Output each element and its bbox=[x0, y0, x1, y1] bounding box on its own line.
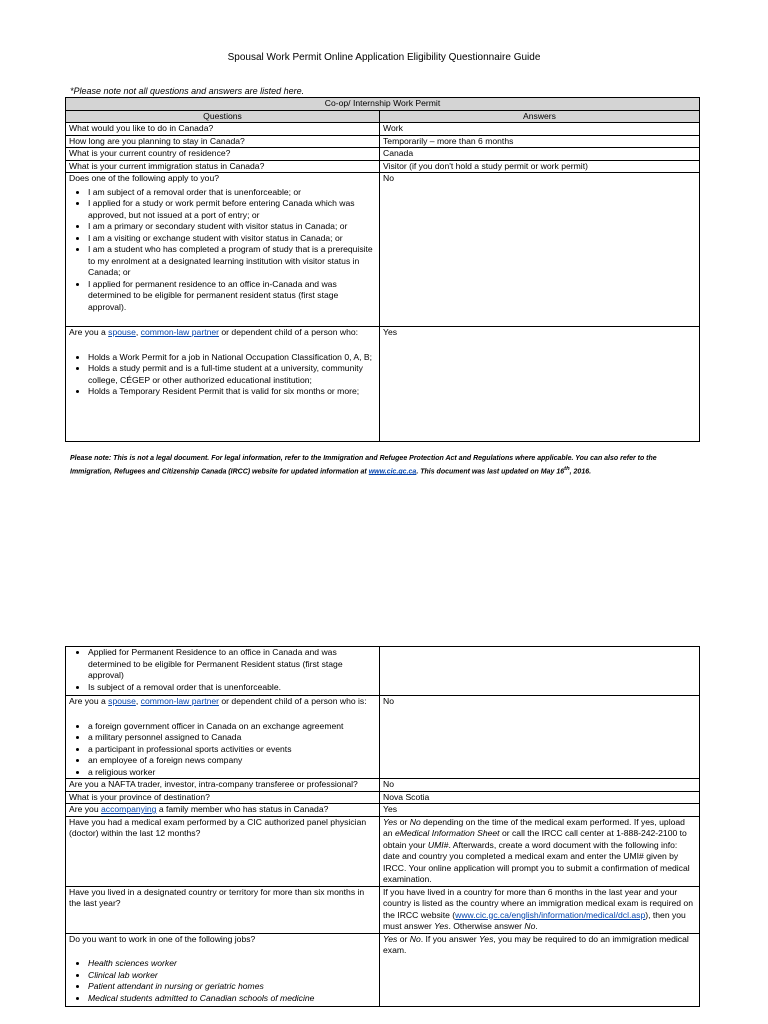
answer-cell bbox=[380, 647, 700, 696]
list-item: • Is subject of a removal order that is unenforceable. bbox=[88, 682, 376, 694]
question-text: Do you want to work in one of the following jobs? bbox=[69, 933, 256, 944]
questionnaire-table-1 bbox=[65, 97, 700, 442]
medical-dcl-link[interactable]: www.cic.gc.ca/english/information/medical/dcl.asp bbox=[455, 909, 646, 920]
list-item: • I am a student who has completed a program of study that is a prerequisite to my enrolment at a designated learning institution with visitor status in Canada; or bbox=[88, 244, 376, 279]
list-item: • Holds a study permit and is a full-time student at a university, community college, CÉGEP or other authorized educational institution; bbox=[88, 363, 376, 386]
answer-cell: Yes or No depending on the time of the medical exam performed. If yes, upload an eMedical Information Sheet or call the IRCC call center at 1-888-242-2100 to obtain your UMI#. Afterwards, create a word document with the following info: date and country you completed a medical exam and enter the UMI# given by IRCC. Your online application will prompt you to submit a confirmation of medical examination. bbox=[380, 816, 700, 886]
question-cell bbox=[66, 173, 380, 327]
list-item: • Holds a Work Permit for a job in National Occupation Classification 0, A, B; bbox=[88, 352, 376, 364]
list-item: • a foreign government officer in Canada on an exchange agreement bbox=[88, 721, 376, 733]
spouse-link[interactable]: spouse bbox=[108, 696, 136, 706]
table-row bbox=[66, 173, 700, 327]
answer-cell: Work bbox=[380, 123, 700, 136]
question-cell: What would you like to do in Canada? bbox=[66, 123, 380, 136]
list-item: • I am a primary or secondary student with visitor status in Canada; or bbox=[88, 221, 376, 233]
questionnaire-table-2 bbox=[65, 646, 700, 1007]
accompanying-link[interactable]: accompanying bbox=[101, 804, 157, 814]
answer-cell: Yes bbox=[380, 804, 700, 817]
list-item: • Clinical lab worker bbox=[88, 970, 376, 982]
answer-cell: If you have lived in a country for more than 6 months in the last year and your country is listed as the country where an immigration medical exam is required on the IRCC website (www.cic.gc.ca/english/information/medical/dcl.asp), then you must answer Yes. Otherwise answer No. bbox=[380, 886, 700, 933]
question-cell bbox=[66, 696, 380, 779]
document-title: Spousal Work Permit Online Application Eligibility Questionnaire Guide bbox=[227, 52, 541, 63]
table-row bbox=[66, 791, 700, 804]
column-header-answers: Answers bbox=[380, 110, 700, 123]
answer-cell: Canada bbox=[380, 148, 700, 161]
answer-cell: No bbox=[380, 779, 700, 792]
table-row bbox=[66, 886, 700, 933]
answer-cell: Visitor (if you don't hold a study permit or work permit) bbox=[380, 160, 700, 173]
answer-cell: Temporarily – more than 6 months bbox=[380, 135, 700, 148]
table-row bbox=[66, 696, 700, 779]
answer-cell: No bbox=[380, 696, 700, 779]
cic-website-link[interactable]: www.cic.gc.ca bbox=[368, 468, 417, 476]
question-cell: What is your current country of residence? bbox=[66, 148, 380, 161]
list-item: • a military personnel assigned to Canada bbox=[88, 732, 376, 744]
bullet-list bbox=[69, 187, 376, 314]
list-item: • Holds a Temporary Resident Permit that is valid for six months or more; bbox=[88, 386, 376, 398]
table-row bbox=[66, 327, 700, 442]
list-item: • I am a visiting or exchange student with visitor status in Canada; or bbox=[88, 233, 376, 245]
bullet-list bbox=[69, 721, 376, 779]
question-cell: Have you lived in a designated country or territory for more than six months in the last year? bbox=[66, 886, 380, 933]
table-row bbox=[66, 148, 700, 161]
answer-cell: No bbox=[380, 173, 700, 327]
table-row bbox=[66, 647, 700, 696]
note-text: *Please note not all questions and answers are listed here. bbox=[70, 86, 305, 96]
answer-cell: Nova Scotia bbox=[380, 791, 700, 804]
list-item: • Health sciences worker bbox=[88, 958, 376, 970]
question-cell: What is your province of destination? bbox=[66, 791, 380, 804]
list-item: • a participant in professional sports activities or events bbox=[88, 744, 376, 756]
list-item: • Applied for Permanent Residence to an office in Canada and was determined to be eligible for Permanent Resident status (first stage approval) bbox=[88, 647, 376, 682]
bullet-list bbox=[69, 352, 376, 398]
list-item: • I applied for a study or work permit before entering Canada which was approved, but not issued at a port of entry; or bbox=[88, 198, 376, 221]
question-cell bbox=[66, 933, 380, 1007]
question-cell bbox=[66, 647, 380, 696]
question-cell: Have you had a medical exam performed by a CIC authorized panel physician (doctor) within the last 12 months? bbox=[66, 816, 380, 886]
list-item: • Patient attendant in nursing or geriatric homes bbox=[88, 981, 376, 993]
table-row bbox=[66, 160, 700, 173]
bullet-list bbox=[69, 958, 376, 1004]
list-item: • I am subject of a removal order that is unenforceable; or bbox=[88, 187, 376, 199]
question-text: Are you a spouse, common-law partner or dependent child of a person who is: bbox=[69, 696, 367, 706]
section-header: Co-op/ Internship Work Permit bbox=[66, 98, 700, 111]
table-row bbox=[66, 779, 700, 792]
table-row bbox=[66, 123, 700, 136]
spouse-link[interactable]: spouse bbox=[108, 327, 136, 337]
question-text: Does one of the following apply to you? bbox=[69, 173, 220, 183]
table-row bbox=[66, 804, 700, 817]
list-item: • an employee of a foreign news company bbox=[88, 755, 376, 767]
list-item: • Medical students admitted to Canadian schools of medicine bbox=[88, 993, 376, 1005]
common-law-partner-link[interactable]: common-law partner bbox=[140, 696, 219, 706]
question-text: Are you a spouse, common-law partner or dependent child of a person who: bbox=[69, 327, 359, 337]
list-item: • I applied for permanent residence to an office in-Canada and was determined to be eligible for permanent resident status (first stage approval). bbox=[88, 279, 376, 314]
bullet-list bbox=[69, 647, 376, 693]
question-cell bbox=[66, 327, 380, 442]
table-row bbox=[66, 135, 700, 148]
question-cell: Are you a NAFTA trader, investor, intra-company transferee or professional? bbox=[66, 779, 380, 792]
answer-cell: Yes or No. If you answer Yes, you may be required to do an immigration medical exam. bbox=[380, 933, 700, 1007]
common-law-partner-link[interactable]: common-law partner bbox=[140, 327, 219, 337]
question-cell: What is your current immigration status in Canada? bbox=[66, 160, 380, 173]
table-row bbox=[66, 816, 700, 886]
column-header-questions: Questions bbox=[66, 110, 380, 123]
list-item: • a religious worker bbox=[88, 767, 376, 779]
answer-cell: Yes bbox=[380, 327, 700, 442]
question-cell: How long are you planning to stay in Canada? bbox=[66, 135, 380, 148]
table-row bbox=[66, 933, 700, 1007]
question-cell: Are you accompanying a family member who has status in Canada? bbox=[66, 804, 380, 817]
legal-disclaimer: Please note: This is not a legal document. For legal information, refer to the Immigration and Refugee Protection Act and Regulations where applicable. You can also refer to the Immigration, Refugees and Citizenship Canada (IRCC) website for updated information at www.cic.gc.ca. This document was last updated on May 16th, 2016. bbox=[70, 455, 657, 476]
